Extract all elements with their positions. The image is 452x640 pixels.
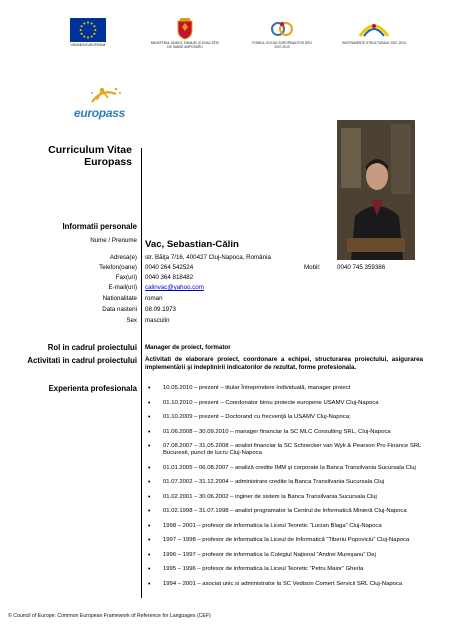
ministry-logo [150,18,220,49]
eu-logo-label: UNIUNEA EUROPEANA [70,43,106,47]
list-item: • 01.10.2009 – prezent – Doctorand cu frecvenţă la USAMV Cluj-Napoca; [145,414,435,421]
email-label: E-mail(uri) [108,284,137,291]
personal-info-heading: Informatii personale [62,222,137,231]
footer-copyright: © Council of Europe: Common European Framework of Reference for Languages (CEF) [8,613,211,619]
email-link[interactable]: calinvac@yahoo.com [145,284,204,291]
address-value: str. Băiţa 7/16, 400427 Cluj-Napoca, România [145,254,271,261]
ministry-logo-label: MINISTERUL MUNCII, FAMILIEI ȘI EGALITĂȚII DE ȘANSE AMPOSDRU [150,41,220,49]
logo-strip [0,18,452,58]
address-label: Adresa(e) [109,254,137,261]
list-item: • 1994 – 2001 – asociat unic si administrator la SC Vedison Comert Servicii SRL Cluj-Napoca [145,581,435,588]
experience-heading: Experienta profesionala [48,384,137,393]
list-item: • 01.01.2005 – 06.08.2007 – analiză credite IMM şi corporate la Banca Transilvania Sucursala Cluj [145,465,435,472]
role-value: Manager de proiect, formator [145,344,231,351]
list-item: • 1995 – 1996 – profesor de informatica la Liceul Teoretic “Petru Maior” Gherla [145,566,435,573]
mobile-label: Mobil: [304,264,321,271]
list-item: • 01.10.2010 – prezent – Coordonator birou proiecte europene USAMV Cluj-Napoca [145,400,435,407]
list-item: • 01.02.1998 – 31.07.1998 – analist programator la Centrul de Informatică Minieră Cluj-Napoca [145,508,435,515]
profile-photo [337,120,415,260]
europass-wordmark: europass [74,106,125,120]
sex-label: Sex [126,317,137,324]
column-divider [141,148,142,598]
structural-instruments-icon [356,18,392,40]
mobile-value: 0040 745 359386 [337,264,386,271]
activities-value: Activitati de elaborare proiect, coordonare a echipei, structurarea proiectului, asigurarea implementării şi îndeplinirii indicatorilor de rezultat, forme profesionala. [145,356,423,371]
full-name: Vac, Sebastian-Călin [145,239,239,250]
list-item: • 01.06.2008 – 30.09.2010 – manager financiar la SC MLC Consulting SRL, Cluj-Napoca [145,429,435,436]
nationality-value: roman [145,295,163,302]
eu-flag-icon [70,18,106,42]
nationality-label: Nationalitate [102,295,137,302]
coat-of-arms-icon [176,18,194,40]
cv-title-line1: Curriculum Vitae [48,144,132,156]
europass-logo [72,84,130,128]
list-item: • 01.02.2001 – 30.06.2002 – inginer de sistem la Banca Transilvania Sucursala Cluj [145,494,435,501]
list-item: • 1998 – 2001 – profesor de informatica la Liceul Teoretic “Lucian Blaga” Cluj-Napoca [145,523,435,530]
fse-icon [268,18,296,40]
experience-list [145,385,435,595]
birth-date-value: 08.09.1973 [145,306,176,313]
list-item: • 10.05.2010 – prezent – titular Întreprindere Individuală, manager proiect [145,385,435,392]
phone-label: Telefon(oane) [99,264,137,271]
list-item: • 01.07.2002 – 31.12.2004 – administrare credite la Banca Transilvania Sucursala Cluj [145,479,435,486]
list-item: • 07.08.2007 – 31.05.2008 – analist financiar la SC Schnecker van Wyk & Pearson Pro Finance SRL Bucuresti, punct de lucru Cluj-Napoca [145,443,435,457]
list-item: • 1997 – 1998 – profesor de informatica la Liceul de Informatică “Tiberiu Popoviciu” Cluj-Napoca [145,537,435,544]
fax-label: Fax(uri) [115,274,137,281]
fse-logo-label: FONDUL SOCIAL EUROPEAN POS DRU 2007-2013 [252,41,312,49]
eu-logo [58,18,118,48]
list-item: • 1996 – 1997 – profesor de informatica la Colegiul Naţional “Andrei Mureşanu” Dej [145,552,435,559]
birth-date-label: Data nasterii [102,306,137,313]
structural-logo-label: INSTRUMENTE STRUCTURALE 2007-2013 [342,41,406,45]
cv-title-line2: Europass [84,156,132,168]
sex-value: masculin [145,317,170,324]
fse-logo [250,18,314,49]
structural-logo [338,18,410,46]
fax-value: 0040 364 818482 [145,274,194,281]
phone-value: 0040 264 542524 [145,264,194,271]
name-label: Nume / Prenume [90,237,137,244]
cv-title [12,144,132,168]
role-heading: Rol in cadrul proiectului [47,343,137,352]
activities-heading: Activitati in cadrul proiectului [27,356,137,365]
